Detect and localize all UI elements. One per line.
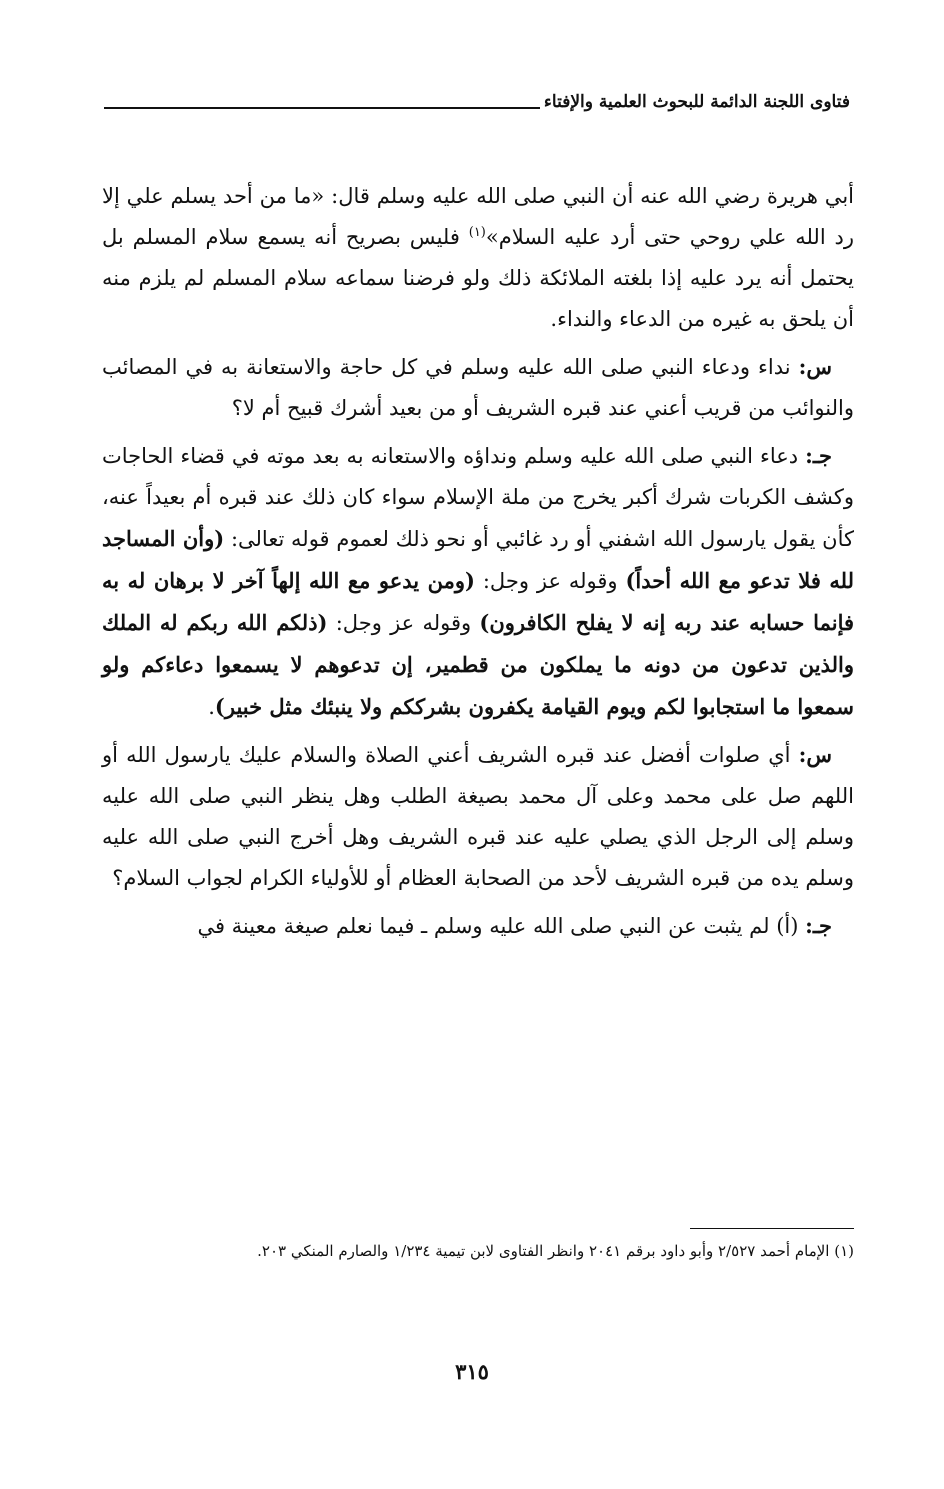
question-text: نداء ودعاء النبي صلى الله عليه وسلم في كل حاجة والاستعانة به في المصائب والنوائب من قريب أعني عند قبره الشريف أو من بعيد أشرك قبيح أم لا؟ — [102, 355, 854, 420]
question-1 — [102, 346, 854, 429]
main-text — [102, 176, 854, 953]
question-text: أي صلوات أفضل عند قبره الشريف أعني الصلاة والسلام عليك يارسول الله أو اللهم صل على محمد وعلى آل محمد بصيغة الطلب وهل ينظر النبي صلى الله عليه وسلم إلى الرجل الذي يصلي عليه عند قبره الشريف وهل أخرج النبي صلى الله عليه وسلم يده من قبره الشريف لأحد من الصحابة العظام أو للأولياء الكرام لجواب السلام؟ — [102, 743, 854, 890]
quran-verse-2: (ومن يدعو مع الله إلهاً آخر لا برهان له به فإنما حسابه عند ربه إنه لا يفلح الكافرون) — [102, 568, 855, 635]
quran-verse-1: (وأن المساجد لله فلا تدعو مع الله أحداً) — [102, 526, 854, 593]
answer-1 — [102, 435, 854, 728]
answer-text: دعاء النبي صلى الله عليه وسلم ونداؤه والاستعانه به بعد موته في قضاء الحاجات وكشف الكربات شرك أكبر يخرج من ملة الإسلام سواء كان ذلك عند قبره أم بعيداً عنه، كأن يقول يارسول الله اشفني أو رد غائبي أو نحو ذلك لعموم قوله تعالى: — [102, 444, 854, 551]
footnote: (١) الإمام أحمد ٢/٥٢٧ وأبو داود برقم ٢٠٤١ وانظر الفتاوى لابن تيمية ١/٢٣٤ والصارم المنكي ٢٠٣. — [257, 1242, 854, 1260]
question-marker: س: — [798, 354, 832, 379]
paragraph-text-after: فليس بصريح أنه يسمع سلام المسلم بل يحتمل أنه يرد عليه إذا بلغته الملائكة ذلك ولو فرضنا سماعه سلام المسلم لم يلزم منه أن يلحق به غيره من الدعاء والنداء. — [102, 225, 854, 331]
page-number: ٣١٥ — [455, 1359, 489, 1384]
header-title: فتاوى اللجنة الدائمة للبحوث العلمية والإفتاء — [543, 92, 850, 112]
answer-text: (أ) لم يثبت عن النبي صلى الله عليه وسلم ـ فيما نعلم صيغة معينة في — [197, 914, 806, 938]
answer-marker: جـ: — [805, 443, 832, 468]
answer-connector-1: وقوله عز وجل: — [474, 569, 626, 593]
paragraph-hadith-continuation — [102, 176, 854, 340]
question-marker: س: — [798, 742, 832, 767]
answer-marker: جـ: — [805, 913, 832, 938]
footnote-divider — [690, 1228, 854, 1229]
answer-connector-2: وقوله عز وجل: — [327, 611, 480, 635]
paragraph-text: أبي هريرة رضي الله عنه أن النبي صلى الله عليه وسلم قال: «ما من أحد يسلم علي إلا رد الله علي روحي حتى أرد عليه السلام» — [102, 184, 854, 249]
answer-2 — [102, 905, 854, 947]
answer-end: . — [208, 695, 215, 719]
footnote-reference: (١) — [468, 225, 486, 240]
running-header — [104, 82, 850, 112]
header-rule — [104, 107, 540, 109]
quran-verse-3: (ذلكم الله ربكم له الملك والذين تدعون من دونه ما يملكون من قطمير، إن تدعوهم لا يسمعوا دعاءكم ولو سمعوا ما استجابوا لكم ويوم القيامة يكفرون بشرككم ولا ينبئك مثل خبير) — [102, 610, 854, 719]
question-2 — [102, 734, 854, 899]
